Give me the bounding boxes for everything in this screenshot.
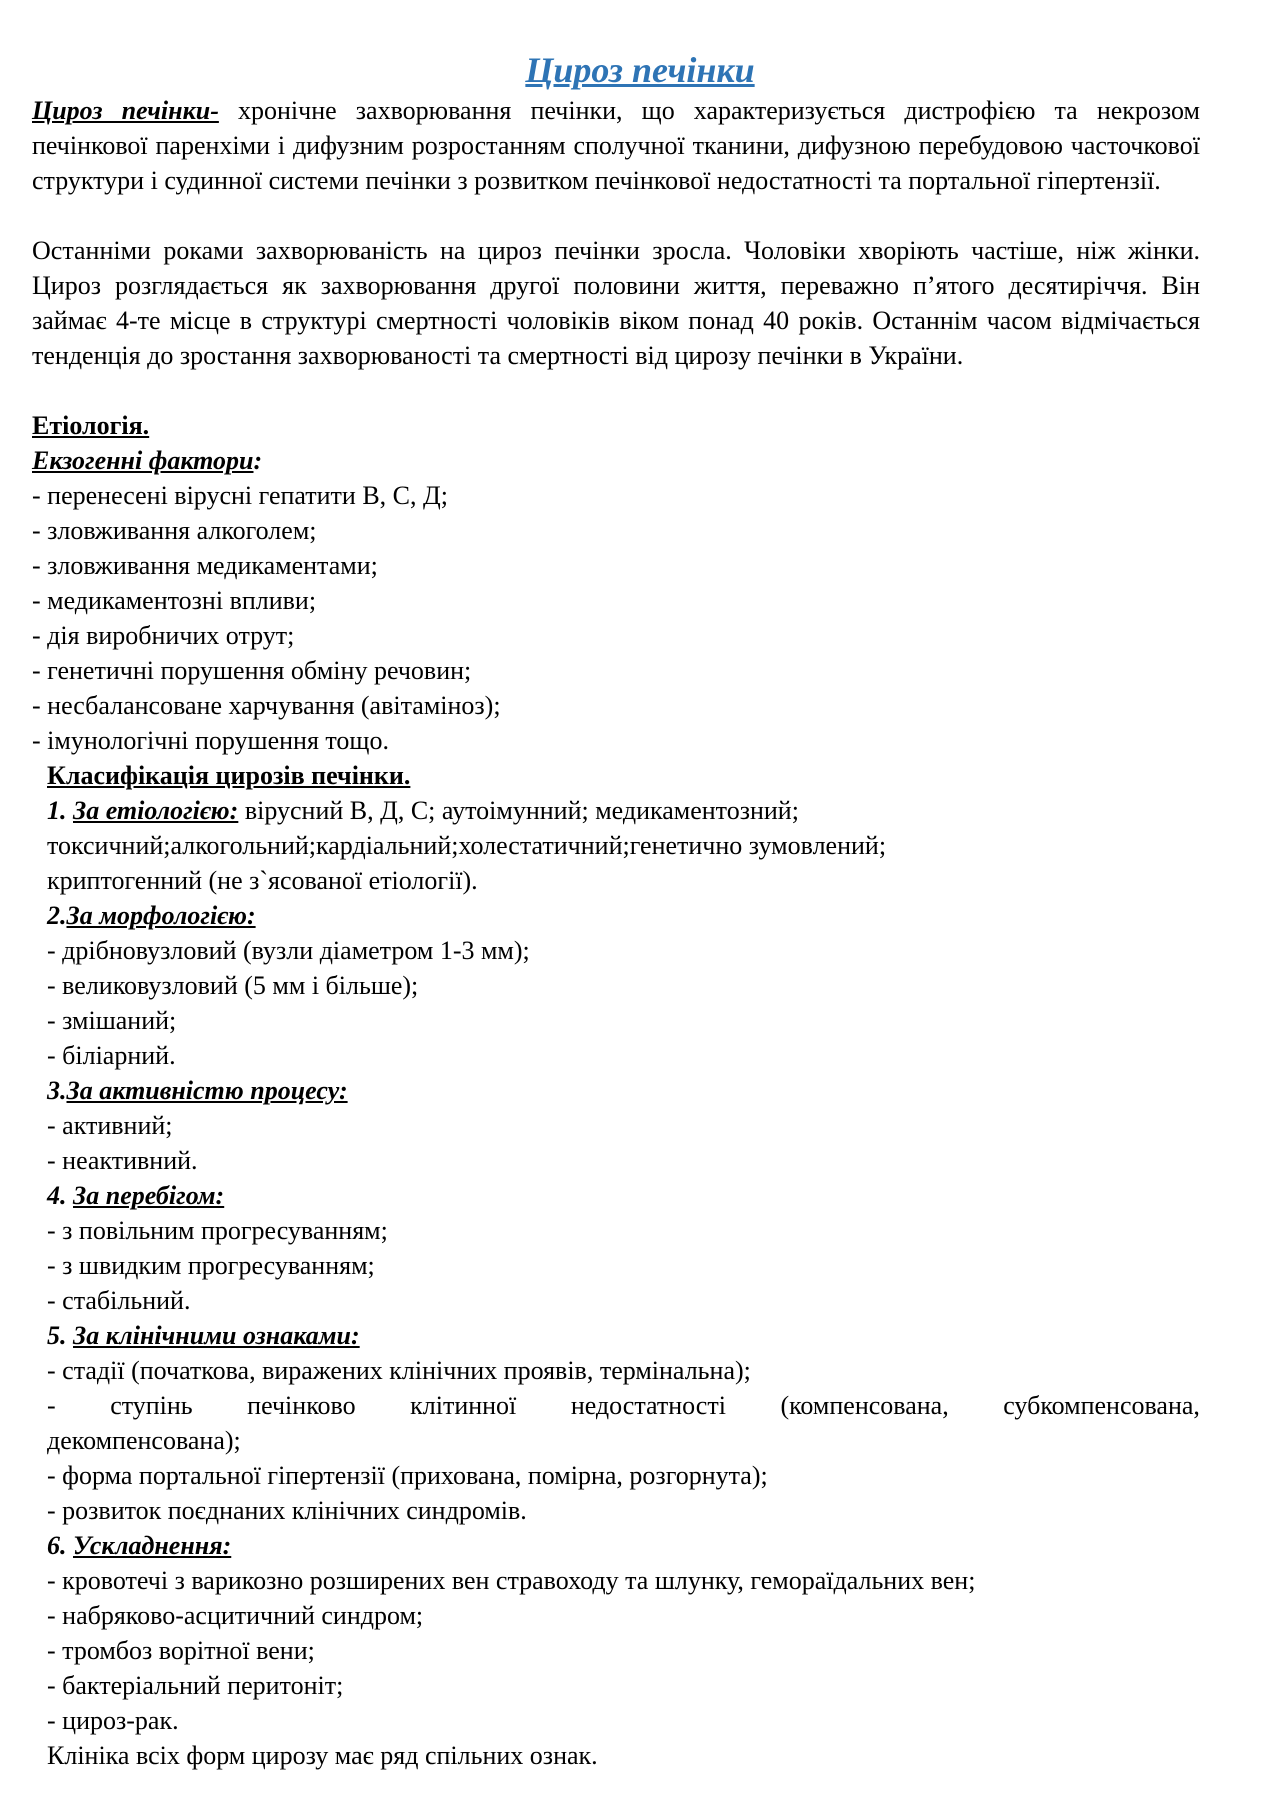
list-item: - бактеріальний перитоніт; (47, 1671, 344, 1700)
list-item: - зловживання медикаментами; (32, 551, 378, 580)
definition-paragraph (32, 93, 1200, 198)
list-item: - великовузловий (5 мм і більше); (47, 971, 419, 1000)
class-course-heading: 4. За перебігом: (47, 1181, 225, 1210)
conclusion-text: Клініка всіх форм цирозу має ряд спільних ознак. (47, 1741, 598, 1770)
page-title: Цироз печінки (525, 50, 755, 90)
list-item: - зловживання алкоголем; (32, 516, 317, 545)
list-item: - несбалансоване харчування (авітаміноз); (32, 691, 501, 720)
class-activity-heading: 3.За активністю процесу: (47, 1076, 348, 1105)
list-item-justified: - ступінь печінково клітинної недостатності (компенсована, субкомпенсована, (47, 1391, 1200, 1420)
class-complications-heading: 6. Ускладнення: (47, 1531, 232, 1560)
class-etiology-label: За етіологією: (73, 796, 239, 825)
etiology-heading: Етіологія. (32, 411, 150, 440)
list-item: - тромбоз ворітної вени; (47, 1636, 315, 1665)
class-etiology-line: 1. За етіологією: вірусний В, Д, С; аутоімунний; медикаментозний; (47, 796, 799, 825)
list-item: - з швидким прогресуванням; (47, 1251, 375, 1280)
list-item: - набряково-асцитичний синдром; (47, 1601, 424, 1630)
class-etiology-line2: токсичний;алкогольний;кардіальний;холестатичний;генетично зумовлений; (47, 831, 887, 860)
list-item: - неактивний. (47, 1146, 198, 1175)
list-item: - розвиток поєднаних клінічних синдромів. (47, 1496, 527, 1525)
class-morphology-heading: 2.За морфологією: (47, 901, 256, 930)
list-item: - стабільний. (47, 1286, 191, 1315)
list-item: - з повільним прогресуванням; (47, 1216, 388, 1245)
classification-heading: Класифікація цирозів печінки. (47, 761, 411, 790)
list-item: - біліарний. (47, 1041, 176, 1070)
list-item: - імунологічні порушення тощо. (32, 726, 389, 755)
list-item: - генетичні порушення обміну речовин; (32, 656, 472, 685)
exogenous-heading: Екзогенні фактори: (32, 446, 263, 475)
list-item: - кровотечі з варикозно розширених вен стравоходу та шлунку, гемораїдальних вен; (47, 1566, 976, 1595)
class-clinical-heading: 5. За клінічними ознаками: (47, 1321, 360, 1350)
list-item: - перенесені вірусні гепатити В, С, Д; (32, 481, 448, 510)
list-item: - цироз-рак. (47, 1706, 179, 1735)
list-item: - активний; (47, 1111, 173, 1140)
list-item: - змішаний; (47, 1006, 177, 1035)
class-etiology-line3: криптогенний (не з`ясованої етіології). (47, 866, 478, 895)
list-item: - дія виробничих отрут; (32, 621, 295, 650)
list-item: - стадії (початкова, виражених клінічних проявів, термінальна); (47, 1356, 751, 1385)
term: Цироз печінки- (32, 96, 219, 125)
definition-text: хронічне захворювання печінки, що характеризується дистрофією та некрозом печінкової паренхіми і дифузним розростанням сполучної тканини, дифузною перебудовою часточкової структури і судинної системи печінки з розвитком печінкової недостатності та портальної гіпертензії. (32, 96, 1200, 195)
epidemiology-paragraph: Останніми роками захворюваність на цироз печінки зросла. Чоловіки хворіють частіше, ніж жінки. Цироз розглядається як захворювання другої половини життя, переважно п’ятого десятиріччя. Він займає 4-те місце в структурі смертності чоловіків віком понад 40 років. Останнім часом відмічається тенденція до зростання захворюваності та смертності від цирозу печінки в України. (32, 236, 1200, 370)
list-item: - медикаментозні впливи; (32, 586, 317, 615)
list-item: - форма портальної гіпертензії (прихована, помірна, розгорнута); (47, 1461, 768, 1490)
list-item-continuation: декомпенсована); (47, 1426, 241, 1455)
list-item: - дрібновузловий (вузли діаметром 1-3 мм); (47, 936, 530, 965)
